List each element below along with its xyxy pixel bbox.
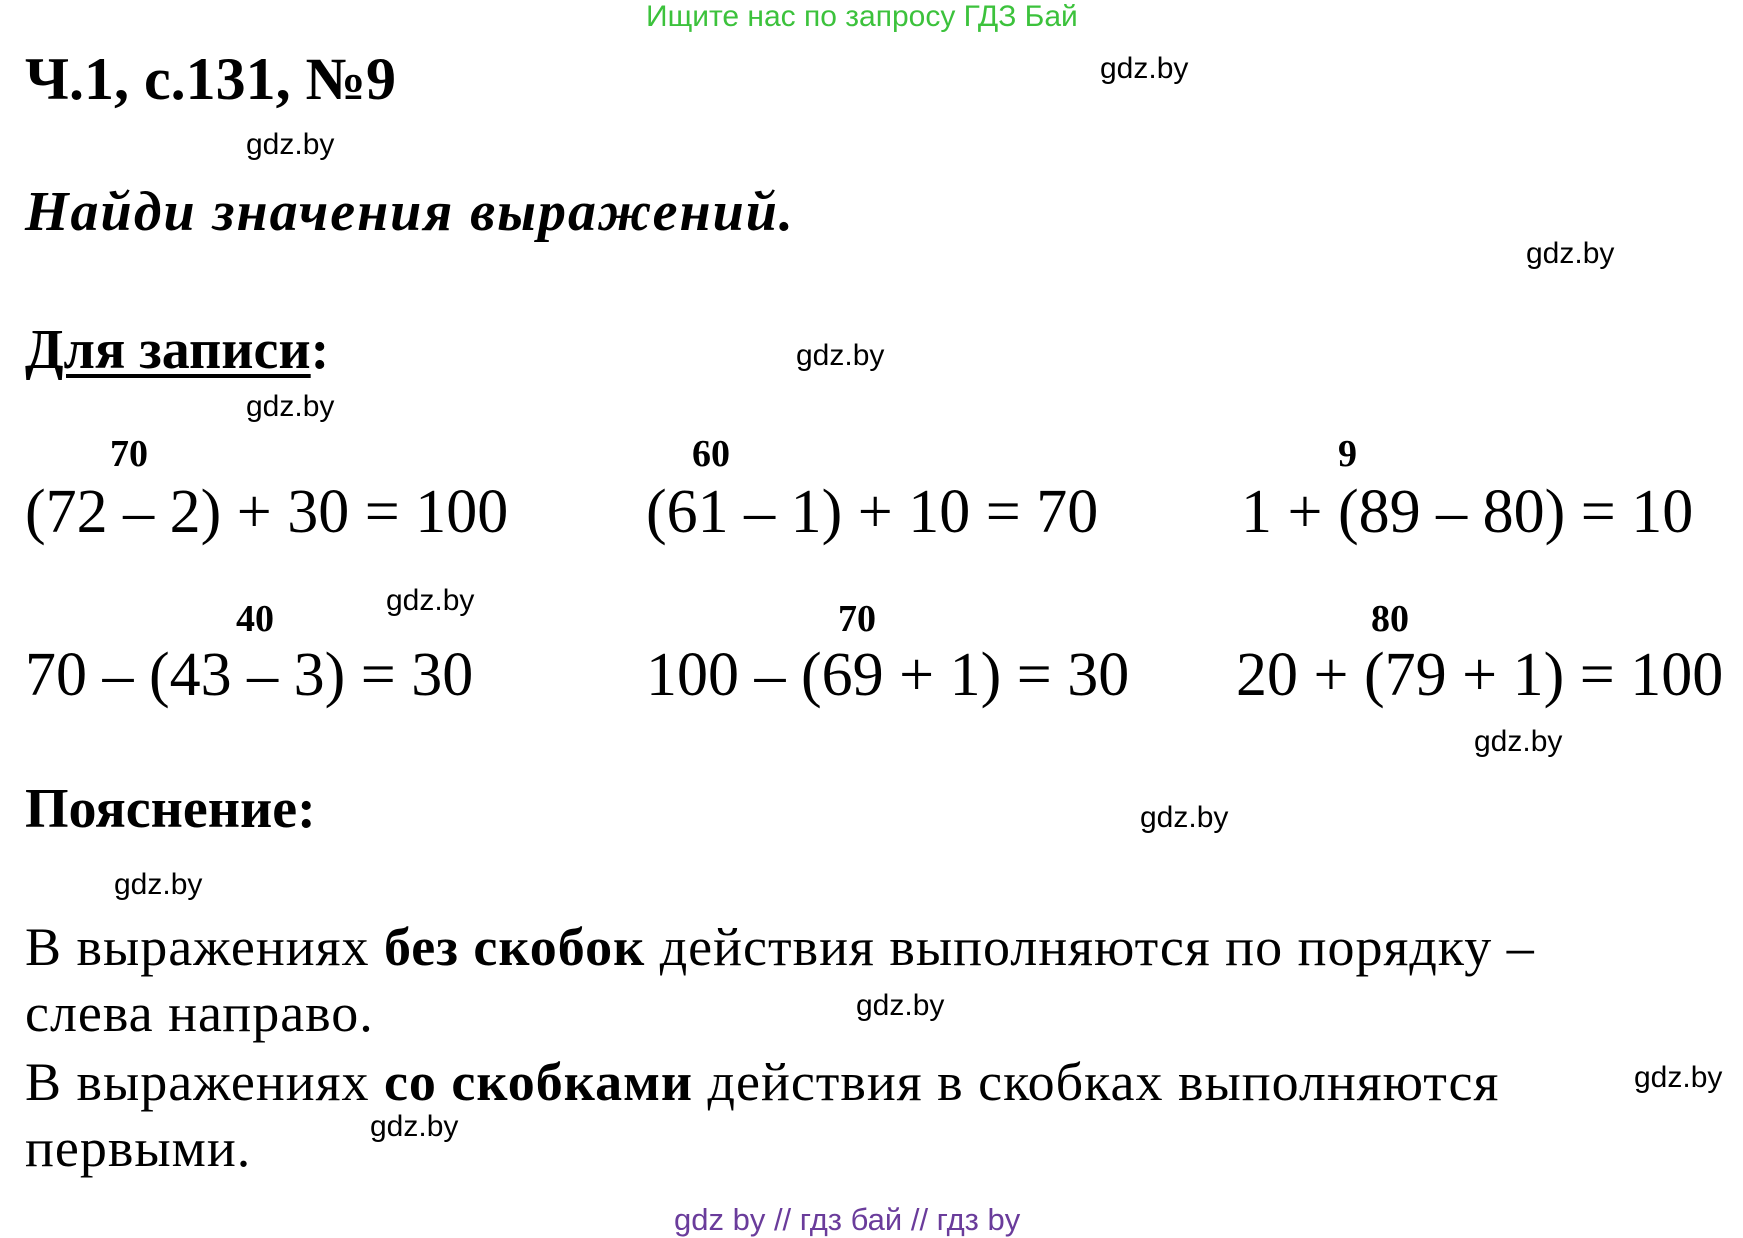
record-heading-label: Для записи xyxy=(25,319,311,381)
watermark: gdz.by xyxy=(1526,237,1615,270)
intermediate-result: 9 xyxy=(1338,433,1357,475)
explanation-line xyxy=(25,1049,1499,1115)
intermediate-result: 70 xyxy=(838,598,876,640)
intermediate-result: 60 xyxy=(692,433,730,475)
watermark: gdz.by xyxy=(114,868,203,901)
expression: 70 – (43 – 3) = 30 xyxy=(25,641,474,709)
explanation-text: В выражениях xyxy=(25,1052,384,1112)
intermediate-result: 40 xyxy=(236,598,274,640)
watermark: gdz.by xyxy=(1100,52,1189,85)
explanation-bold: без скобок xyxy=(383,917,646,977)
watermark: gdz.by xyxy=(246,390,335,423)
page-title: Ч.1, с.131, №9 xyxy=(25,46,396,112)
watermark: gdz.by xyxy=(1140,801,1229,834)
explanation-bold: со скобками xyxy=(383,1052,693,1112)
explanation-heading: Пояснение: xyxy=(25,778,316,840)
expression: 20 + (79 + 1) = 100 xyxy=(1236,641,1724,709)
intermediate-result: 80 xyxy=(1371,598,1409,640)
watermark: gdz.by xyxy=(856,989,945,1022)
top-banner: Ищите нас по запросу ГДЗ Бай xyxy=(646,0,1078,33)
explanation-line: первыми. xyxy=(25,1118,252,1178)
explanation-line: слева направо. xyxy=(25,983,374,1043)
watermark: gdz.by xyxy=(386,584,475,617)
explanation-paragraph-1 xyxy=(25,914,1535,1046)
watermark: gdz.by xyxy=(246,128,335,161)
expression: 100 – (69 + 1) = 30 xyxy=(646,641,1130,709)
watermark: gdz.by xyxy=(1474,725,1563,758)
explanation-text: действия в скобках выполняются xyxy=(693,1052,1500,1112)
watermark: gdz.by xyxy=(370,1110,459,1143)
watermark: gdz.by xyxy=(1634,1061,1723,1094)
expression: (72 – 2) + 30 = 100 xyxy=(25,478,509,546)
record-heading-colon: : xyxy=(310,319,330,381)
intermediate-result: 70 xyxy=(110,433,148,475)
record-heading xyxy=(25,318,329,382)
explanation-line xyxy=(25,914,1535,980)
expression: (61 – 1) + 10 = 70 xyxy=(646,478,1099,546)
task-text: Найди значения выражений. xyxy=(25,181,795,243)
footer: gdz by // гдз бай // гдз by xyxy=(674,1202,1021,1237)
watermark: gdz.by xyxy=(796,339,885,372)
expression: 1 + (89 – 80) = 10 xyxy=(1241,478,1694,546)
explanation-text: В выражениях xyxy=(25,917,384,977)
explanation-paragraph-2 xyxy=(25,1049,1499,1181)
explanation-text: действия выполняются по порядку – xyxy=(645,917,1535,977)
